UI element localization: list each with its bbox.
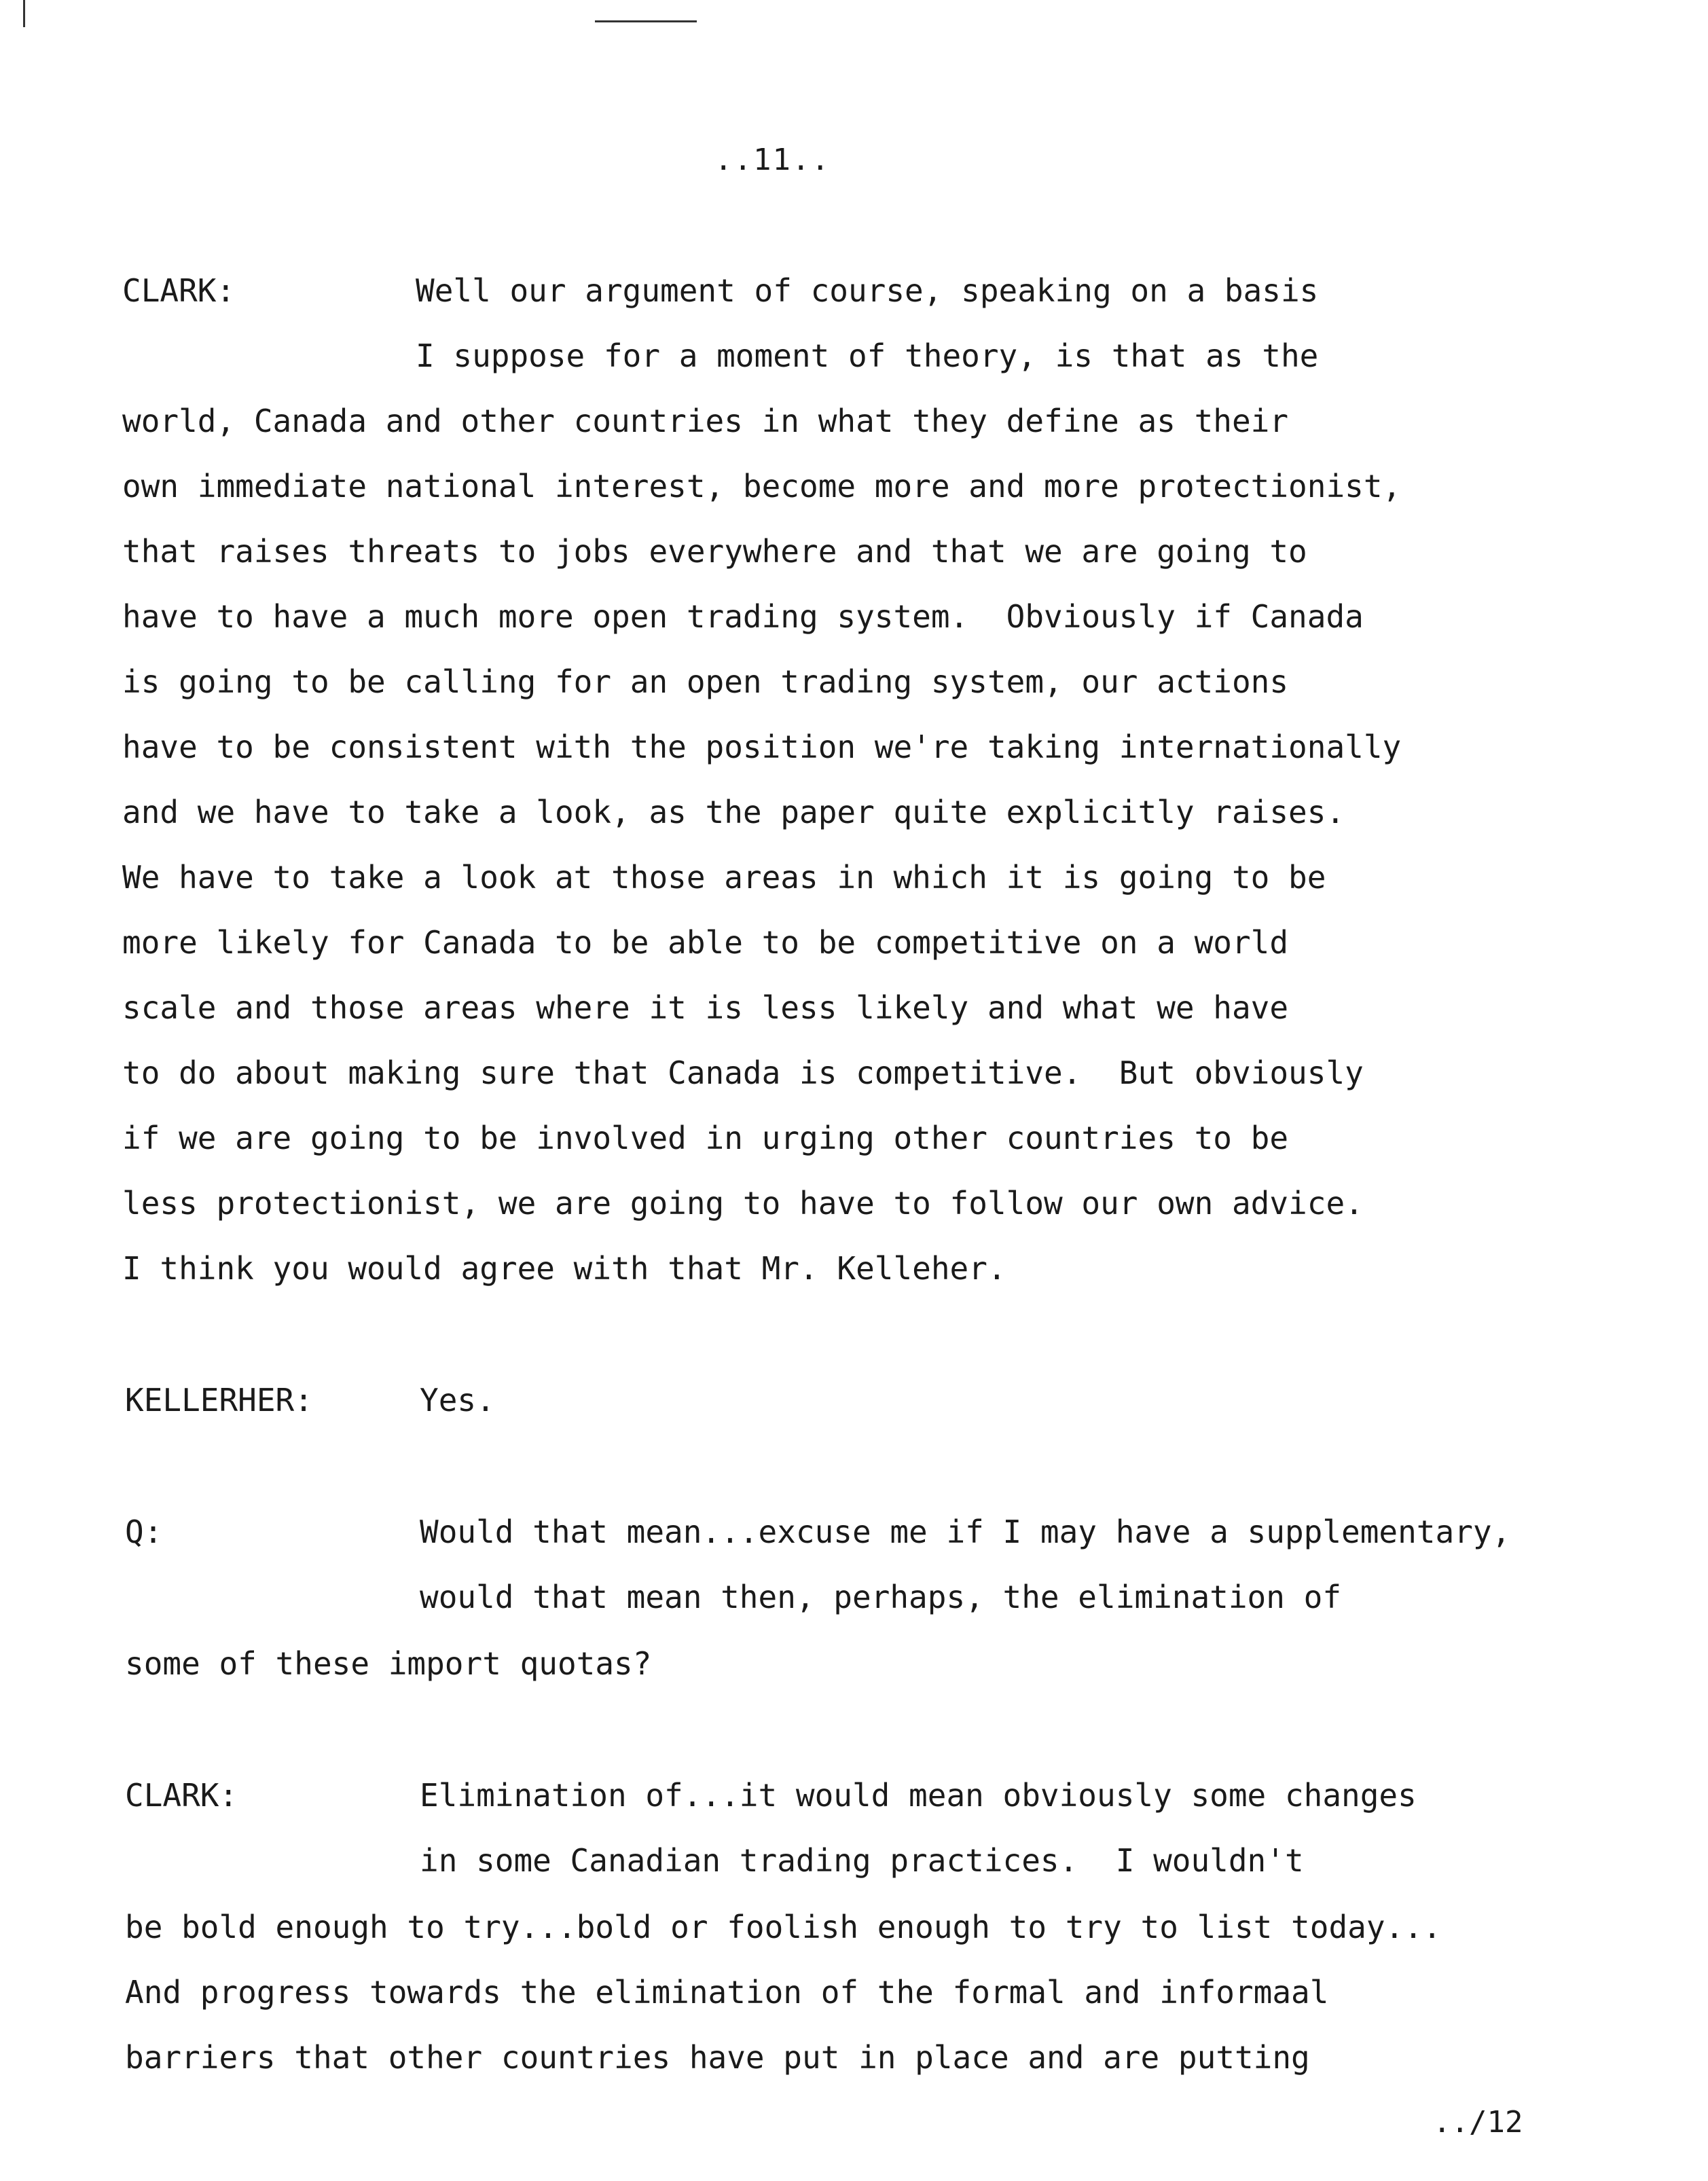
scan-mark-top [595,20,697,22]
transcript-line: be bold enough to try...bold or foolish enough to try to list today... [125,1909,1442,1945]
transcript-line: scale and those areas where it is less likely and what we have [122,989,1289,1026]
transcript-line: would that mean then, perhaps, the elimination of [420,1579,1342,1615]
speaker-label: CLARK: [122,272,236,309]
transcript-line: I suppose for a moment of theory, is that as the [416,337,1319,374]
transcript-line: I think you would agree with that Mr. Kelleher. [122,1250,1006,1287]
transcript-line: Well our argument of course, speaking on a basis [416,272,1319,309]
transcript-line: and we have to take a look, as the paper quite explicitly raises. [122,794,1345,830]
speaker-label: CLARK: [125,1777,238,1814]
transcript-line: if we are going to be involved in urging other countries to be [122,1120,1289,1156]
next-page-reference: ../12 [1433,2105,1523,2140]
transcript-line: world, Canada and other countries in what they define as their [122,403,1289,439]
transcript-line: some of these import quotas? [125,1645,652,1682]
page-number: ..11.. [714,143,831,177]
transcript-line: in some Canadian trading practices. I wouldn't [420,1842,1304,1879]
scan-mark-left [23,0,25,27]
transcript-line: barriers that other countries have put in place and are putting [125,2039,1310,2076]
transcript-line: Elimination of...it would mean obviously some changes [420,1777,1417,1814]
transcript-line: less protectionist, we are going to have to follow our own advice. [122,1185,1364,1222]
transcript-line: Would that mean...excuse me if I may have a supplementary, [420,1514,1511,1550]
transcript-line: that raises threats to jobs everywhere and that we are going to [122,533,1307,570]
speaker-label: Q: [125,1514,163,1550]
speaker-label: KELLERHER: [125,1382,313,1418]
transcript-line: have to be consistent with the position we're taking internationally [122,729,1402,765]
transcript-line: is going to be calling for an open trading system, our actions [122,663,1289,700]
transcript-line: to do about making sure that Canada is competitive. But obviously [122,1055,1364,1091]
transcript-line: have to have a much more open trading system. Obviously if Canada [122,598,1364,635]
transcript-line: Yes. [420,1382,495,1418]
transcript-line: We have to take a look at those areas in which it is going to be [122,859,1326,896]
transcript-line: And progress towards the elimination of the formal and informaal [125,1974,1329,2011]
transcript-line: more likely for Canada to be able to be competitive on a world [122,924,1289,961]
transcript-line: own immediate national interest, become more and more protectionist, [122,468,1402,505]
